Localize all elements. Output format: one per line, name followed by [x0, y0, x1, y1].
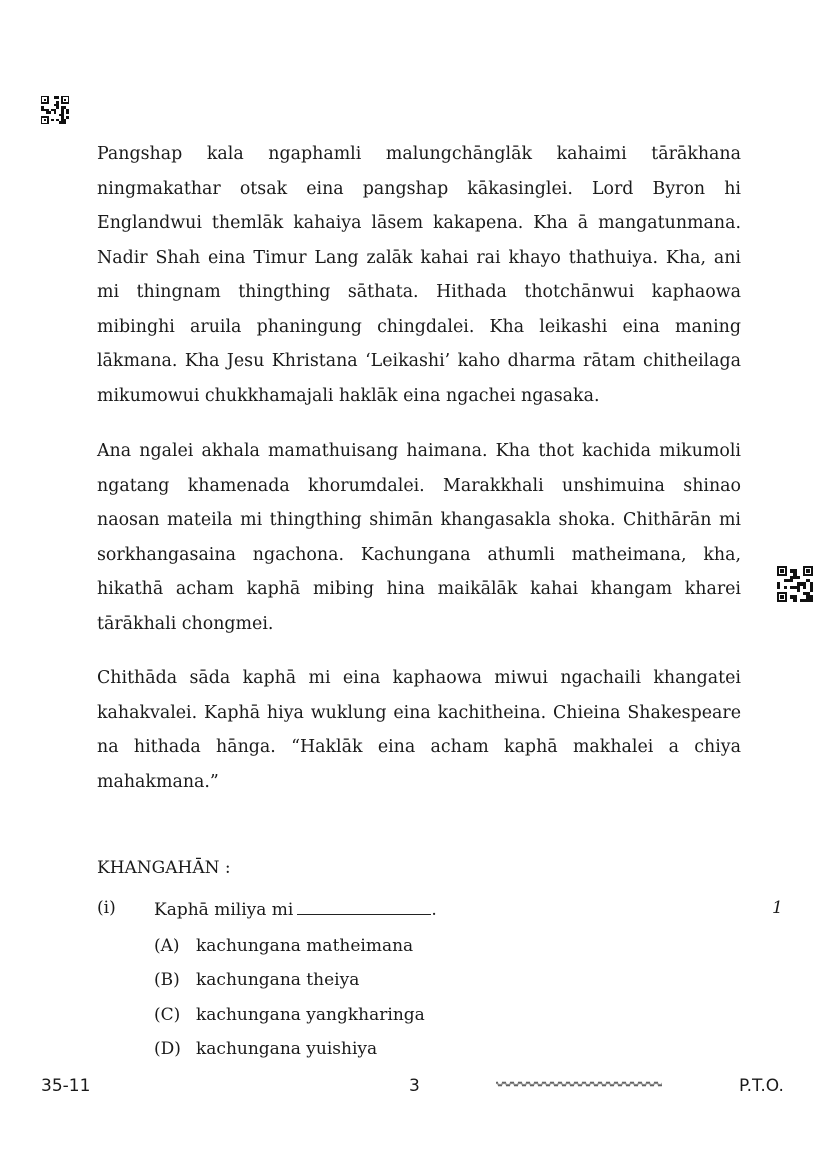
question-end: .: [431, 900, 437, 920]
option-label: (D): [154, 1039, 181, 1059]
passage-paragraph-2: Ana ngalei akhala mamathuisang haimana. Kha thot kachida mikumoli ngatang khamenada khorumdalei. Marakkhali unshimuina shinao naosan mateila mi thingthing shimān khangasakla shoka. Chithārān mi sorkhangasaina ngachona. Kachungana athumli matheimana, kha, hikathā acham kaphā mibing hina maikālāk kahai khangam kharei tārākhali chongmei.: [97, 441, 741, 634]
option-text: kachungana yuishiya: [196, 1039, 378, 1059]
option-label: (A): [154, 936, 180, 956]
option-text: kachungana matheimana: [196, 936, 414, 956]
wavy-line-icon: [496, 1079, 662, 1089]
option-d: [154, 1039, 377, 1059]
question-text: [154, 898, 437, 920]
option-text: kachungana yangkharinga: [196, 1005, 425, 1025]
passage-paragraph-3: Chithāda sāda kaphā mi eina kaphaowa miwui ngachaili khangatei kahakvalei. Kaphā hiya wuklung eina kachitheina. Chieina Shakespeare na hithada hānga. “Haklāk eina acham kaphā makhalei a chiya mahakmana.”: [97, 668, 741, 792]
answer-blank: [297, 898, 431, 915]
option-c: [154, 1005, 425, 1025]
option-a: [154, 936, 413, 956]
option-label: (C): [154, 1005, 181, 1025]
question-number: (i): [97, 898, 116, 918]
qr-code-icon: [41, 96, 69, 124]
pto-label: P.T.O.: [739, 1076, 784, 1096]
paper-code: 35-11: [41, 1076, 91, 1096]
option-b: [154, 970, 359, 990]
option-text: kachungana theiya: [196, 970, 360, 990]
passage-paragraph-1: Pangshap kala ngaphamli malungchānglāk kahaimi tārākhana ningmakathar otsak eina pangshap kākasinglei. Lord Byron hi Englandwui themlāk kahaiya lāsem kakapena. Kha ā mangatunmana. Nadir Shah eina Timur Lang zalāk kahai rai khayo thathuiya. Kha, ani mi thingnam thingthing sāthata. Hithada thotchānwui kaphaowa mibinghi aruila phaningung chingdalei. Kha leikashi eina maning lākmana. Kha Jesu Khristana ‘Leikashi’ kaho dharma rātam chitheilaga mikumowui chukkhamajali haklāk eina ngachei ngasaka.: [97, 144, 741, 406]
page-number: 3: [409, 1076, 420, 1096]
option-label: (B): [154, 970, 180, 990]
qr-code-icon: [777, 566, 813, 602]
questions-heading: KHANGAHĀN :: [97, 858, 231, 878]
question-marks: 1: [772, 898, 783, 918]
question-stem: Kaphā miliya mi: [154, 900, 294, 920]
